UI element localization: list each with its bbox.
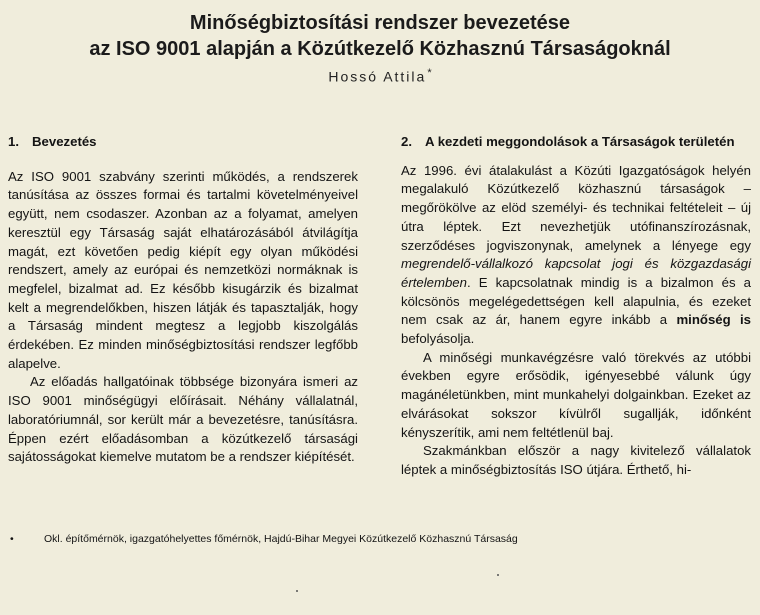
text-run: Az 1996. évi átalakulást a Közúti Igazgatóságok helyén megalakuló Közútkezelő közhasznú társaságok – megőrökölve az elöd személyi- és technikai feltételeit – új útra léptek. Ezt nevezhetjük utófinanszírozásnak, szerződéses jogviszonynak, amelynek a lényege egy <box>401 162 751 253</box>
section-number: 2. <box>401 134 412 149</box>
italic-text-run: megrendelő-vállalkozó kapcsolat jogi és közgazdasági értelemben <box>401 256 751 290</box>
footnote <box>8 532 518 546</box>
left-column <box>8 133 358 467</box>
author-footnote-mark: * <box>427 67 432 79</box>
author-name-text: Hossó Attila <box>328 68 427 85</box>
right-column <box>401 133 751 480</box>
body-paragraph: A minőségi munkavégzésre való törekvés az utóbbi években egyre erősödik, igényesebbé válunk úgy magánéletünkben, mint munkahelyi dolgainkban. Ezeket az elvárásokat sokszor kívülről sugallják, időnként kényszerítik, ami nem feltétlenül baj. <box>401 349 751 440</box>
paper-title-line-1: Minőségbiztosítási rendszer bevezetése <box>189 12 571 34</box>
section-heading-1 <box>8 133 358 152</box>
paper-title-line-2: az ISO 9001 alapján a Közútkezelő Közhasznú Társaságoknál <box>89 38 671 60</box>
author-name <box>328 67 431 85</box>
section-heading-2 <box>401 133 751 152</box>
scan-speck <box>497 574 499 576</box>
section-number: 1. <box>8 134 19 149</box>
body-paragraph: Szakmánkban először a nagy kivitelező vállalatok léptek a minőségbiztosítás ISO útjára. Érthető, hi- <box>401 443 751 477</box>
body-paragraph <box>401 162 751 349</box>
text-run: befolyásolja. <box>401 331 475 347</box>
title-block <box>0 10 760 87</box>
section-title: Bevezetés <box>32 134 97 149</box>
body-paragraph: Az ISO 9001 szabvány szerinti működés, a rendszerek tanúsítása az összes formai és tartalmi követelményeivel együtt, nem csodaszer. Azonban az a folyamat, amelyen keresztül egy Társaság saját elhatározásából átvilágítja magát, ezt követően pedig kiépít egy olyan működési rendszert, amely az európai és nemzetközi normáknak is megfelel, bizalmat ad. Ez később kisugárzik és bizalmat kelt a megrendelőkben, hiszen látják és tapasztalják, hogy a Társaság mindent megtesz a legjobb kiszolgálás érdekében. Ez minden minőségbiztosítási rendszer legfőbb alapelve. <box>8 168 358 371</box>
body-paragraph: Az előadás hallgatóinak többsége bizonyára ismeri az ISO 9001 minőségügyi előírásait. Néhány vállalatnál, laboratóriumnál, sor került már a bevezetésre, tanúsításra. Éppen ezért előadásomban a közútkezelő társasági sajátosságokat kiemelve mutatom be a rendszer kiépítését. <box>8 374 358 465</box>
footnote-mark: • <box>10 533 14 545</box>
section-title: A kezdeti meggondolások a Társaságok területén <box>425 134 735 149</box>
bold-text-run: minőség is <box>676 312 751 328</box>
scan-speck <box>296 590 298 592</box>
footnote-text: Okl. építőmérnök, igazgatóhelyettes főmérnök, Hajdú-Bihar Megyei Közútkezelő Közhasznú Társaság <box>44 533 518 545</box>
text-run: . E kapcsolatnak mindig is a bizalmon és a kölcsönös megelégedettségen kell alapulnia, és ezeket nem csak az ár, hanem egyre inkább a <box>401 274 751 328</box>
